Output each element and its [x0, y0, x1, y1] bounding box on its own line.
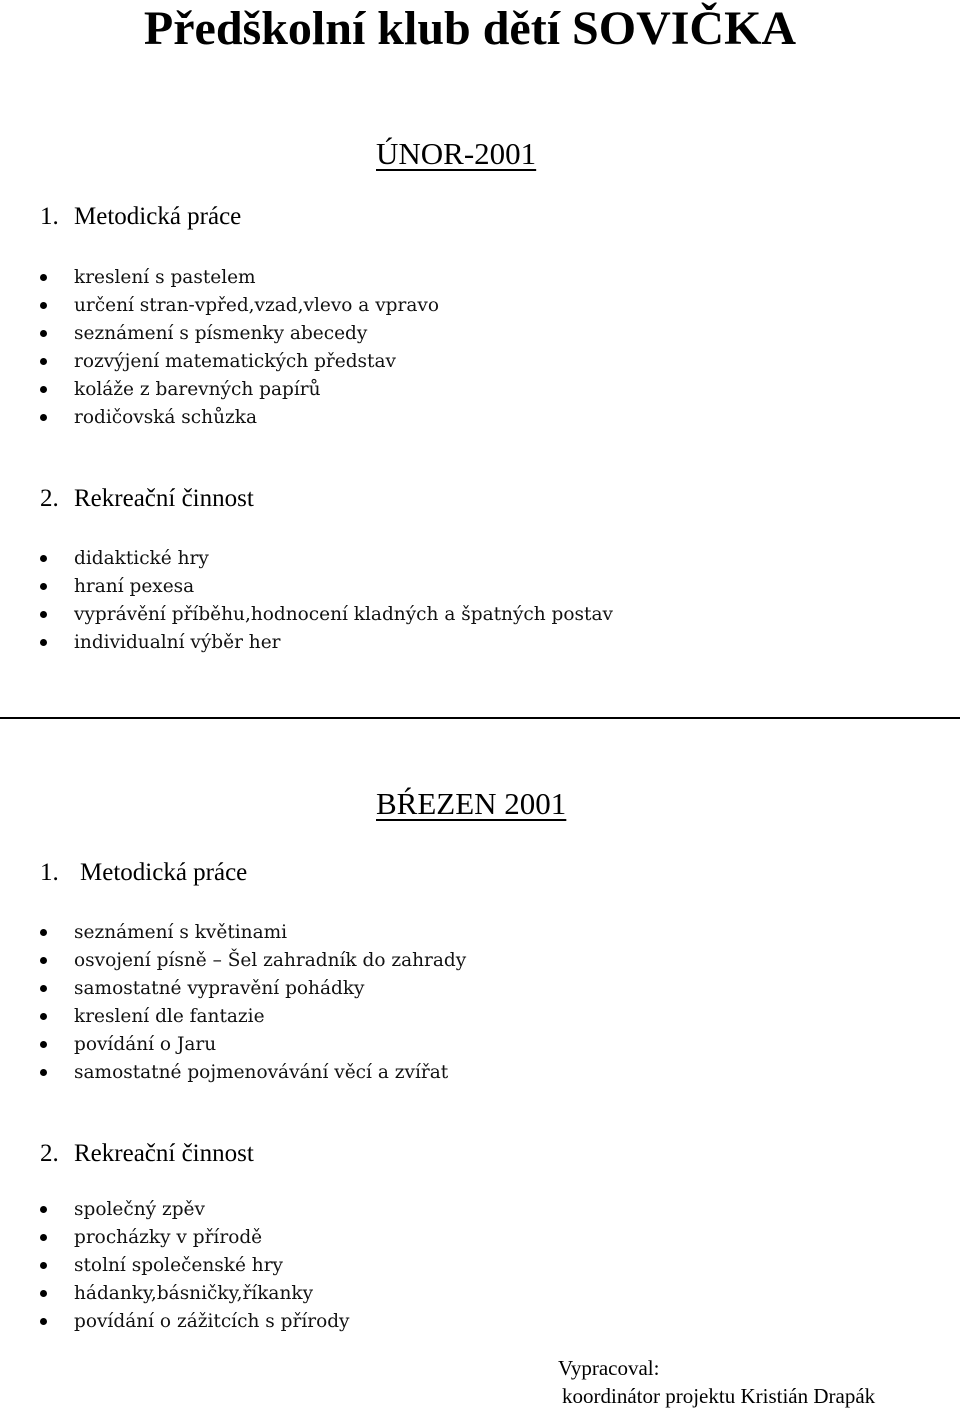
list-item — [0, 376, 439, 404]
list-item — [0, 348, 439, 376]
bullet-icon — [40, 1318, 47, 1325]
section-title: Rekreační činnost — [74, 485, 254, 512]
list-item-text: didaktické hry — [74, 548, 209, 569]
section-heading-recreational-activity — [40, 1139, 254, 1169]
signature-name: koordinátor projektu Kristián Drapák — [562, 1384, 876, 1408]
list-item — [0, 629, 613, 657]
list-item — [0, 1308, 350, 1336]
bullet-icon — [40, 639, 47, 646]
activity-list-methodical-work — [0, 264, 439, 432]
bullet-icon — [40, 274, 47, 281]
list-item — [0, 1003, 466, 1031]
list-item — [0, 1224, 350, 1252]
list-item — [0, 573, 613, 601]
list-item — [0, 1252, 350, 1280]
activity-list-recreational-activity — [0, 1196, 350, 1336]
list-item — [0, 975, 466, 1003]
list-item — [0, 1196, 350, 1224]
list-item — [0, 292, 439, 320]
activity-list-methodical-work — [0, 919, 466, 1087]
bullet-icon — [40, 302, 47, 309]
signature-block — [558, 1354, 875, 1410]
list-item-text: seznámení s květinami — [74, 922, 288, 943]
list-item-text: stolní společenské hry — [74, 1255, 284, 1276]
bullet-icon — [40, 414, 47, 421]
list-item-text: povídání o Jaru — [74, 1034, 217, 1055]
section-heading-recreational-activity — [40, 484, 254, 514]
bullet-icon — [40, 1290, 47, 1297]
section-heading-methodical-work — [40, 858, 247, 888]
section-number: 2. — [40, 1140, 59, 1167]
bullet-icon — [40, 555, 47, 562]
bullet-icon — [40, 583, 47, 590]
document-title: Předškolní klub dětí SOVIČKA — [143, 2, 797, 55]
list-item-text: individualní výběr her — [74, 632, 281, 653]
list-item-text: rozvýjení matematických představ — [74, 351, 396, 372]
section-divider — [0, 717, 960, 719]
list-item-text: kreslení dle fantazie — [74, 1006, 265, 1027]
list-item-text: seznámení s písmenky abecedy — [74, 323, 368, 344]
list-item — [0, 264, 439, 292]
section-number: 1. — [40, 859, 59, 886]
list-item-text: samostatné vypravění pohádky — [74, 978, 365, 999]
bullet-icon — [40, 386, 47, 393]
month-heading-march: BŔEZEN 2001 — [376, 786, 567, 821]
bullet-icon — [40, 1206, 47, 1213]
section-heading-methodical-work — [40, 202, 241, 232]
section-title: Metodická práce — [80, 859, 248, 886]
list-item-text: samostatné pojmenovávání věcí a zvířat — [74, 1062, 449, 1083]
section-title: Rekreační činnost — [74, 1140, 254, 1167]
list-item — [0, 320, 439, 348]
signature-label: Vypracoval: — [558, 1356, 660, 1380]
bullet-icon — [40, 1262, 47, 1269]
list-item — [0, 1059, 466, 1087]
list-item-text: hádanky,básničky,říkanky — [74, 1283, 314, 1304]
list-item — [0, 1280, 350, 1308]
list-item-text: rodičovská schůzka — [74, 407, 257, 428]
bullet-icon — [40, 330, 47, 337]
list-item — [0, 1031, 466, 1059]
list-item — [0, 919, 466, 947]
list-item-text: vyprávění příběhu,hodnocení kladných a špatných postav — [74, 604, 613, 625]
list-item — [0, 601, 613, 629]
bullet-icon — [40, 929, 47, 936]
section-number: 1. — [40, 203, 59, 230]
month-heading-february: ÚNOR-2001 — [376, 136, 537, 171]
bullet-icon — [40, 1041, 47, 1048]
list-item-text: určení stran-vpřed,vzad,vlevo a vpravo — [74, 295, 439, 316]
list-item — [0, 947, 466, 975]
list-item-text: společný zpěv — [74, 1199, 205, 1220]
bullet-icon — [40, 1013, 47, 1020]
bullet-icon — [40, 358, 47, 365]
list-item-text: povídání o zážitcích s přírody — [74, 1311, 350, 1332]
list-item — [0, 545, 613, 573]
bullet-icon — [40, 1234, 47, 1241]
section-title: Metodická práce — [74, 203, 242, 230]
list-item-text: osvojení písně – Šel zahradník do zahrady — [74, 950, 467, 971]
list-item-text: koláže z barevných papírů — [74, 379, 321, 400]
bullet-icon — [40, 985, 47, 992]
section-number: 2. — [40, 485, 59, 512]
bullet-icon — [40, 957, 47, 964]
list-item-text: kreslení s pastelem — [74, 267, 256, 288]
list-item-text: hraní pexesa — [74, 576, 195, 597]
bullet-icon — [40, 1069, 47, 1076]
activity-list-recreational-activity — [0, 545, 613, 657]
list-item — [0, 404, 439, 432]
list-item-text: procházky v přírodě — [74, 1227, 263, 1248]
bullet-icon — [40, 611, 47, 618]
